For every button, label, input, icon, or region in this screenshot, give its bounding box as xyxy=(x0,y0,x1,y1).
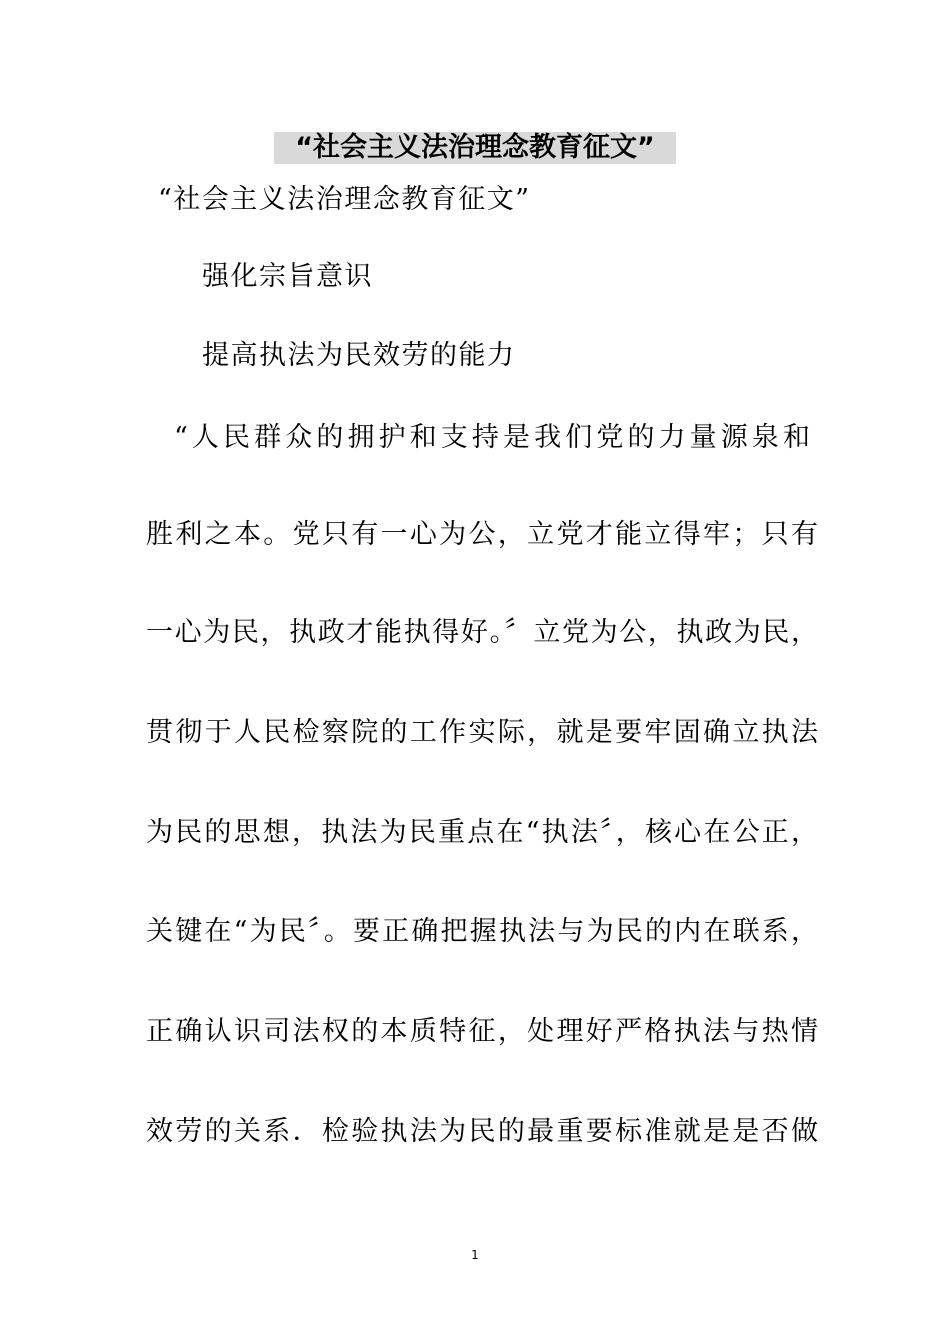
paragraph-line: 关键在“为民〞。要正确把握执法与为民的内在联系， xyxy=(146,916,818,947)
paragraph-line: 为民的思想，执法为民重点在“执法〞，核心在公正， xyxy=(146,817,818,848)
paragraph-line: “人民群众的拥护和支持是我们党的力量源泉和 xyxy=(174,422,810,453)
paragraph-line: 一心为民，执政才能执得好。〞立党为公，执政为民， xyxy=(146,617,818,648)
section-heading-capability: 提高执法为民效劳的能力 xyxy=(202,340,516,371)
paragraph-line: 贯彻于人民检察院的工作实际，就是要牢固确立执法 xyxy=(146,717,818,748)
document-title: “社会主义法治理念教育征文” xyxy=(274,132,676,164)
section-heading-purpose: 强化宗旨意识 xyxy=(202,261,373,292)
paragraph-line: 正确认识司法权的本质特征，处理好严格执法与热情 xyxy=(146,1016,818,1047)
paragraph-line: 胜利之本。党只有一心为公，立党才能立得牢；只有 xyxy=(146,519,818,550)
page-number: 1 xyxy=(471,1248,479,1262)
document-subtitle: “社会主义法治理念教育征文” xyxy=(158,184,531,215)
paragraph-line: 效劳的关系．检验执法为民的最重要标准就是是否做 xyxy=(146,1116,818,1147)
